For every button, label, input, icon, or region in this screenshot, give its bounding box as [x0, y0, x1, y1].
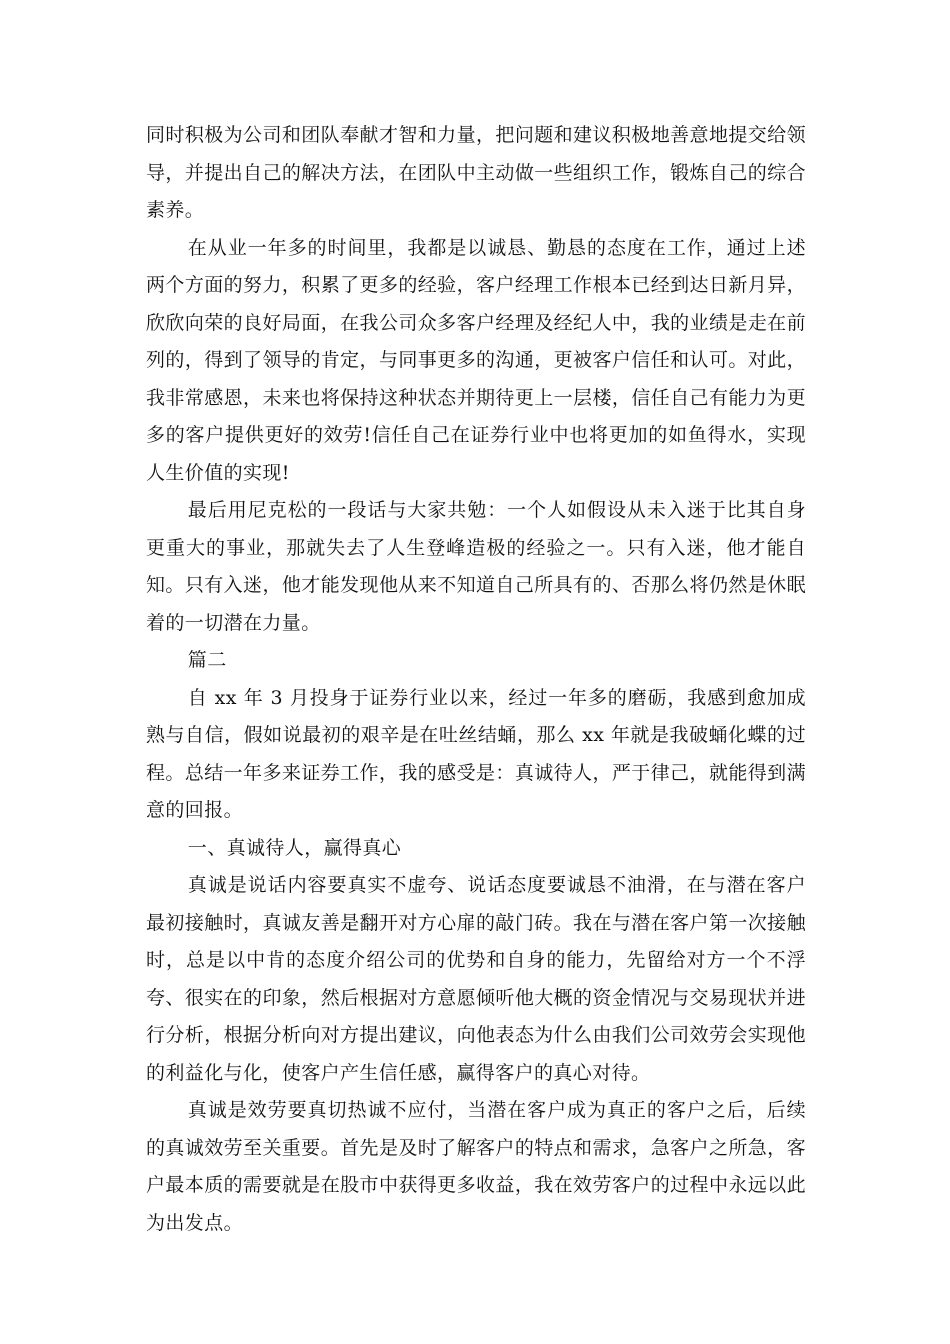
paragraph: 在从业一年多的时间里，我都是以诚恳、勤恳的态度在工作，通过上述两个方面的努力，积累了更多的经验，客户经理工作根本已经到达日新月异，欣欣向荣的良好局面，在我公司众多客户经理及经纪人中，我的业绩是走在前列的，得到了领导的肯定，与同事更多的沟通，更被客户信任和认可。对此，我非常感恩，未来也将保持这种状态并期待更上一层楼，信任自己有能力为更多的客户提供更好的效劳!信任自己在证券行业中也将更加的如鱼得水，实现人生价值的实现! [146, 236, 806, 484]
paragraph: 真诚是效劳要真切热诚不应付，当潜在客户成为真正的客户之后，后续的真诚效劳至关重要。首先是及时了解客户的特点和需求，急客户之所急，客户最本质的需要就是在股市中获得更多收益，我在效劳客户的过程中永远以此为出发点。 [146, 1099, 806, 1234]
section-heading: 篇二 [187, 649, 227, 671]
section-heading: 一、真诚待人，赢得真心 [187, 836, 402, 859]
paragraph: 自 xx 年 3 月投身于证券行业以来，经过一年多的磨砺，我感到愈加成熟与自信，假如说最初的艰辛是在吐丝结蛹，那么 xx 年就是我破蛹化蝶的过程。总结一年多来证券工作，我的感受是：真诚待人，严于律己，就能得到满意的回报。 [146, 686, 806, 821]
paragraph: 同时积极为公司和团队奉献才智和力量，把问题和建议积极地善意地提交给领导，并提出自己的解决方法，在团队中主动做一些组织工作，锻炼自己的综合素养。 [146, 124, 806, 221]
document-body [146, 117, 806, 1242]
paragraph: 最后用尼克松的一段话与大家共勉：一个人如假设从未入迷于比其自身更重大的事业，那就失去了人生登峰造极的经验之一。只有入迷，他才能自知。只有入迷，他才能发现他从来不知道自己所具有的、否那么将仍然是休眠着的一切潜在力量。 [146, 499, 806, 634]
paragraph: 真诚是说话内容要真实不虚夸、说话态度要诚恳不油滑，在与潜在客户最初接触时，真诚友善是翻开对方心扉的敲门砖。我在与潜在客户第一次接触时，总是以中肯的态度介绍公司的优势和自身的能力，先留给对方一个不浮夸、很实在的印象，然后根据对方意愿倾听他大概的资金情况与交易现状并进行分析，根据分析向对方提出建议，向他表态为什么由我们公司效劳会实现他的利益化与化，使客户产生信任感，赢得客户的真心对待。 [146, 874, 806, 1084]
